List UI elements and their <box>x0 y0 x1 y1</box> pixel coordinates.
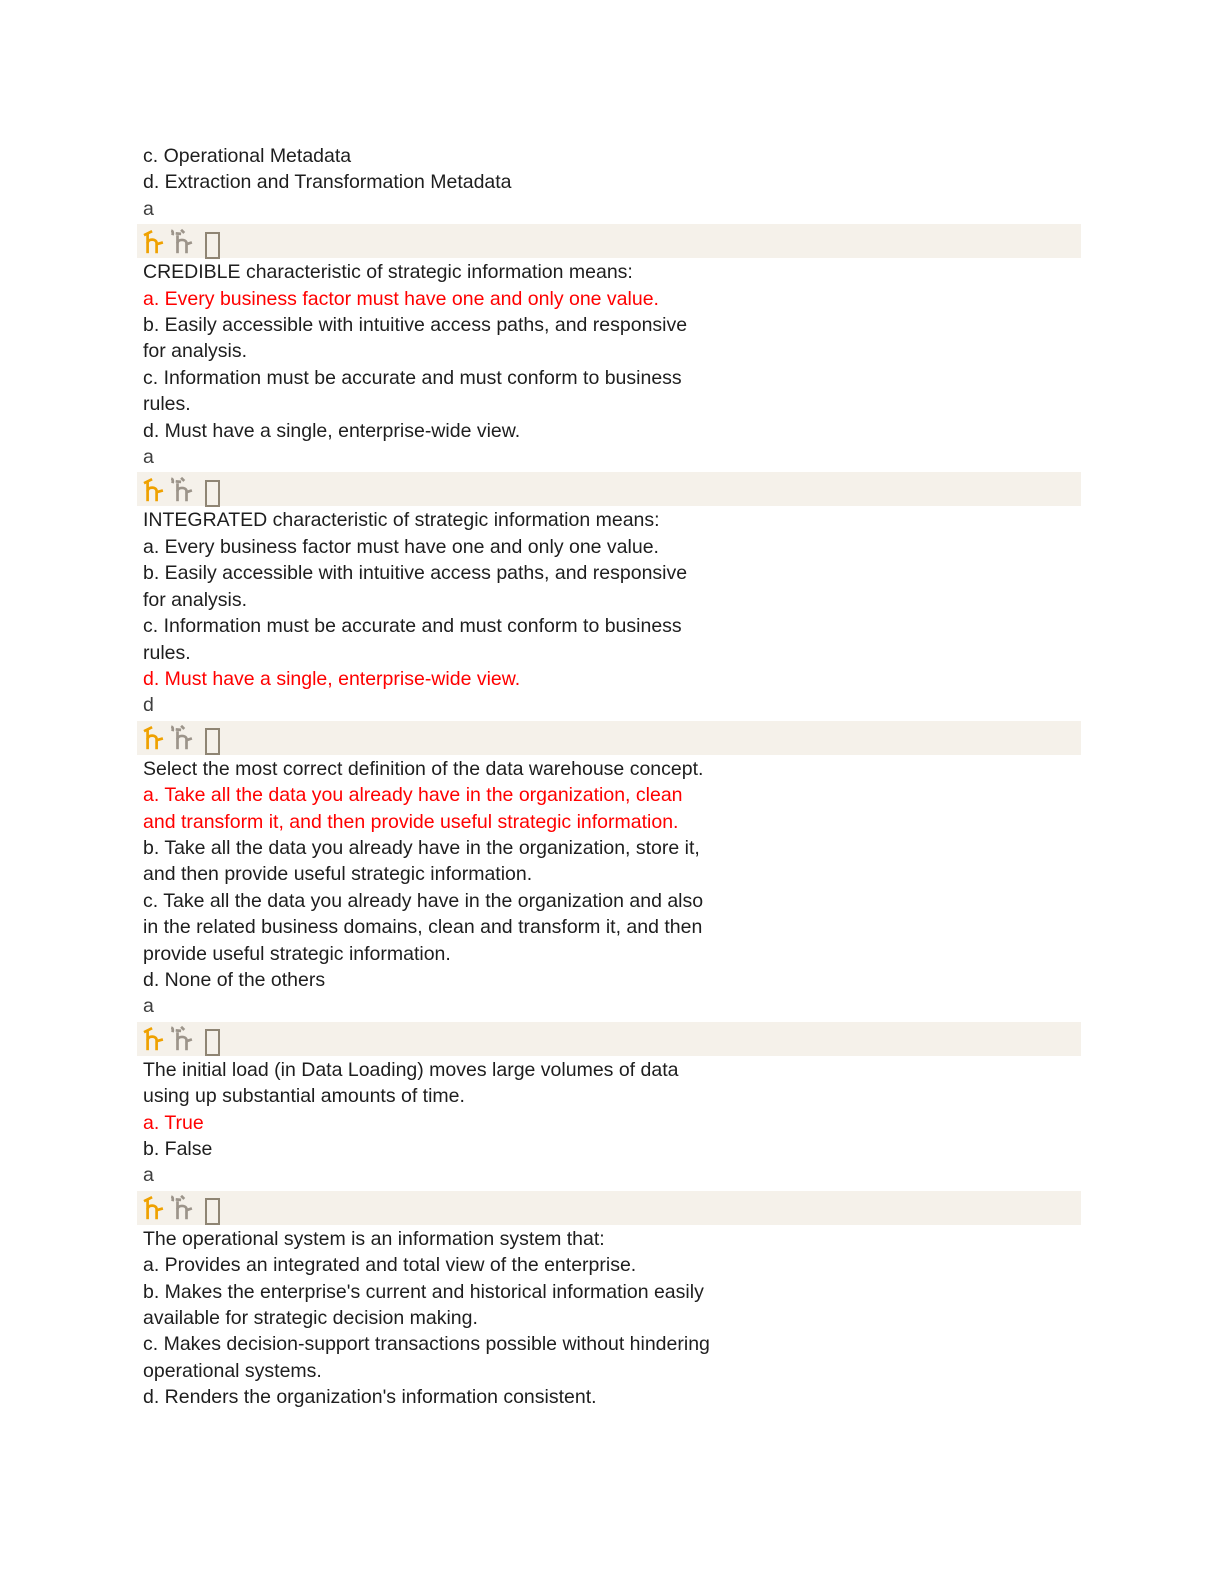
missing-glyph-box-icon <box>205 232 220 259</box>
question-text-line: rules. <box>143 393 191 416</box>
ethiopic-glyph-amber-icon <box>142 1025 164 1052</box>
ethiopic-glyph-gray-icon <box>168 228 196 255</box>
answer-key-line: a <box>143 197 154 220</box>
question-text-line: using up substantial amounts of time. <box>143 1085 465 1108</box>
question-header-bar <box>137 1191 1081 1225</box>
ethiopic-glyph-gray-icon <box>168 476 196 503</box>
question-text-line: b. Easily accessible with intuitive access paths, and responsive <box>143 314 688 337</box>
question-text-line: The initial load (in Data Loading) moves large volumes of data <box>143 1058 679 1081</box>
correct-option-line: a. True <box>143 1111 204 1134</box>
question-text-line: for analysis. <box>143 588 248 611</box>
ethiopic-glyph-amber-icon <box>142 228 164 255</box>
correct-option-line: d. Must have a single, enterprise-wide view. <box>143 667 521 690</box>
ethiopic-glyph-amber-icon <box>142 724 164 751</box>
question-header-bar <box>137 1022 1081 1056</box>
question-text-line: CREDIBLE characteristic of strategic information means: <box>143 261 633 284</box>
missing-glyph-box-icon <box>205 728 220 755</box>
question-text-line: c. Information must be accurate and must conform to business <box>143 615 682 638</box>
ethiopic-glyph-gray-icon <box>168 1025 196 1052</box>
question-text-line: b. False <box>143 1138 213 1160</box>
missing-glyph-box-icon <box>205 1029 220 1056</box>
question-text-line: and then provide useful strategic information. <box>143 863 533 886</box>
question-text-line: d. Must have a single, enterprise-wide view. <box>143 419 521 442</box>
question-header-bar <box>137 472 1081 506</box>
answer-key-line: a <box>143 446 154 469</box>
question-text-line: in the related business domains, clean and transform it, and then <box>143 916 703 939</box>
missing-glyph-box-icon <box>205 1198 220 1225</box>
quiz-content <box>137 143 1081 1411</box>
ethiopic-glyph-amber-icon <box>142 476 164 503</box>
answer-key-line: a <box>143 995 154 1018</box>
ethiopic-glyph-amber-icon <box>142 1194 164 1221</box>
correct-option-line: a. Every business factor must have one and only one value. <box>143 287 659 310</box>
question-text-line: rules. <box>143 641 191 664</box>
question-text-line: b. Take all the data you already have in the organization, store it, <box>143 836 700 859</box>
question-text-line: Select the most correct definition of the data warehouse concept. <box>143 757 704 780</box>
correct-option-line: a. Take all the data you already have in the organization, clean <box>143 784 683 807</box>
question-text-line: b. Easily accessible with intuitive access paths, and responsive <box>143 562 688 585</box>
question-text-line: c. Take all the data you already have in the organization and also <box>143 889 704 912</box>
question-text-line: c. Information must be accurate and must conform to business <box>143 366 682 389</box>
question-text-line: provide useful strategic information. <box>143 942 451 965</box>
question-text-line: c. Operational Metadata <box>143 145 352 167</box>
ethiopic-glyph-gray-icon <box>168 1194 196 1221</box>
question-text-line: d. Renders the organization's information consistent. <box>143 1386 597 1409</box>
question-header-bar <box>137 224 1081 258</box>
question-header-bar <box>137 721 1081 755</box>
ethiopic-glyph-gray-icon <box>168 724 196 751</box>
question-text-line: The operational system is an information system that: <box>143 1227 605 1250</box>
question-text-line: d. Extraction and Transformation Metadata <box>143 171 512 194</box>
answer-key-line: d <box>143 694 154 717</box>
question-text-line: b. Makes the enterprise's current and historical information easily <box>143 1280 704 1303</box>
question-text-line: c. Makes decision-support transactions possible without hindering <box>143 1333 710 1356</box>
question-text-line: operational systems. <box>143 1359 322 1382</box>
missing-glyph-box-icon <box>205 480 220 507</box>
question-text-line: a. Provides an integrated and total view of the enterprise. <box>143 1254 637 1277</box>
question-text-line: INTEGRATED characteristic of strategic information means: <box>143 509 660 532</box>
question-text-line: available for strategic decision making. <box>143 1307 478 1330</box>
question-text-line: a. Every business factor must have one and only one value. <box>143 535 659 558</box>
question-text-line: d. None of the others <box>143 968 326 991</box>
correct-option-line: and transform it, and then provide useful strategic information. <box>143 810 679 833</box>
question-text-line: for analysis. <box>143 340 248 363</box>
answer-key-line: a <box>143 1164 154 1187</box>
